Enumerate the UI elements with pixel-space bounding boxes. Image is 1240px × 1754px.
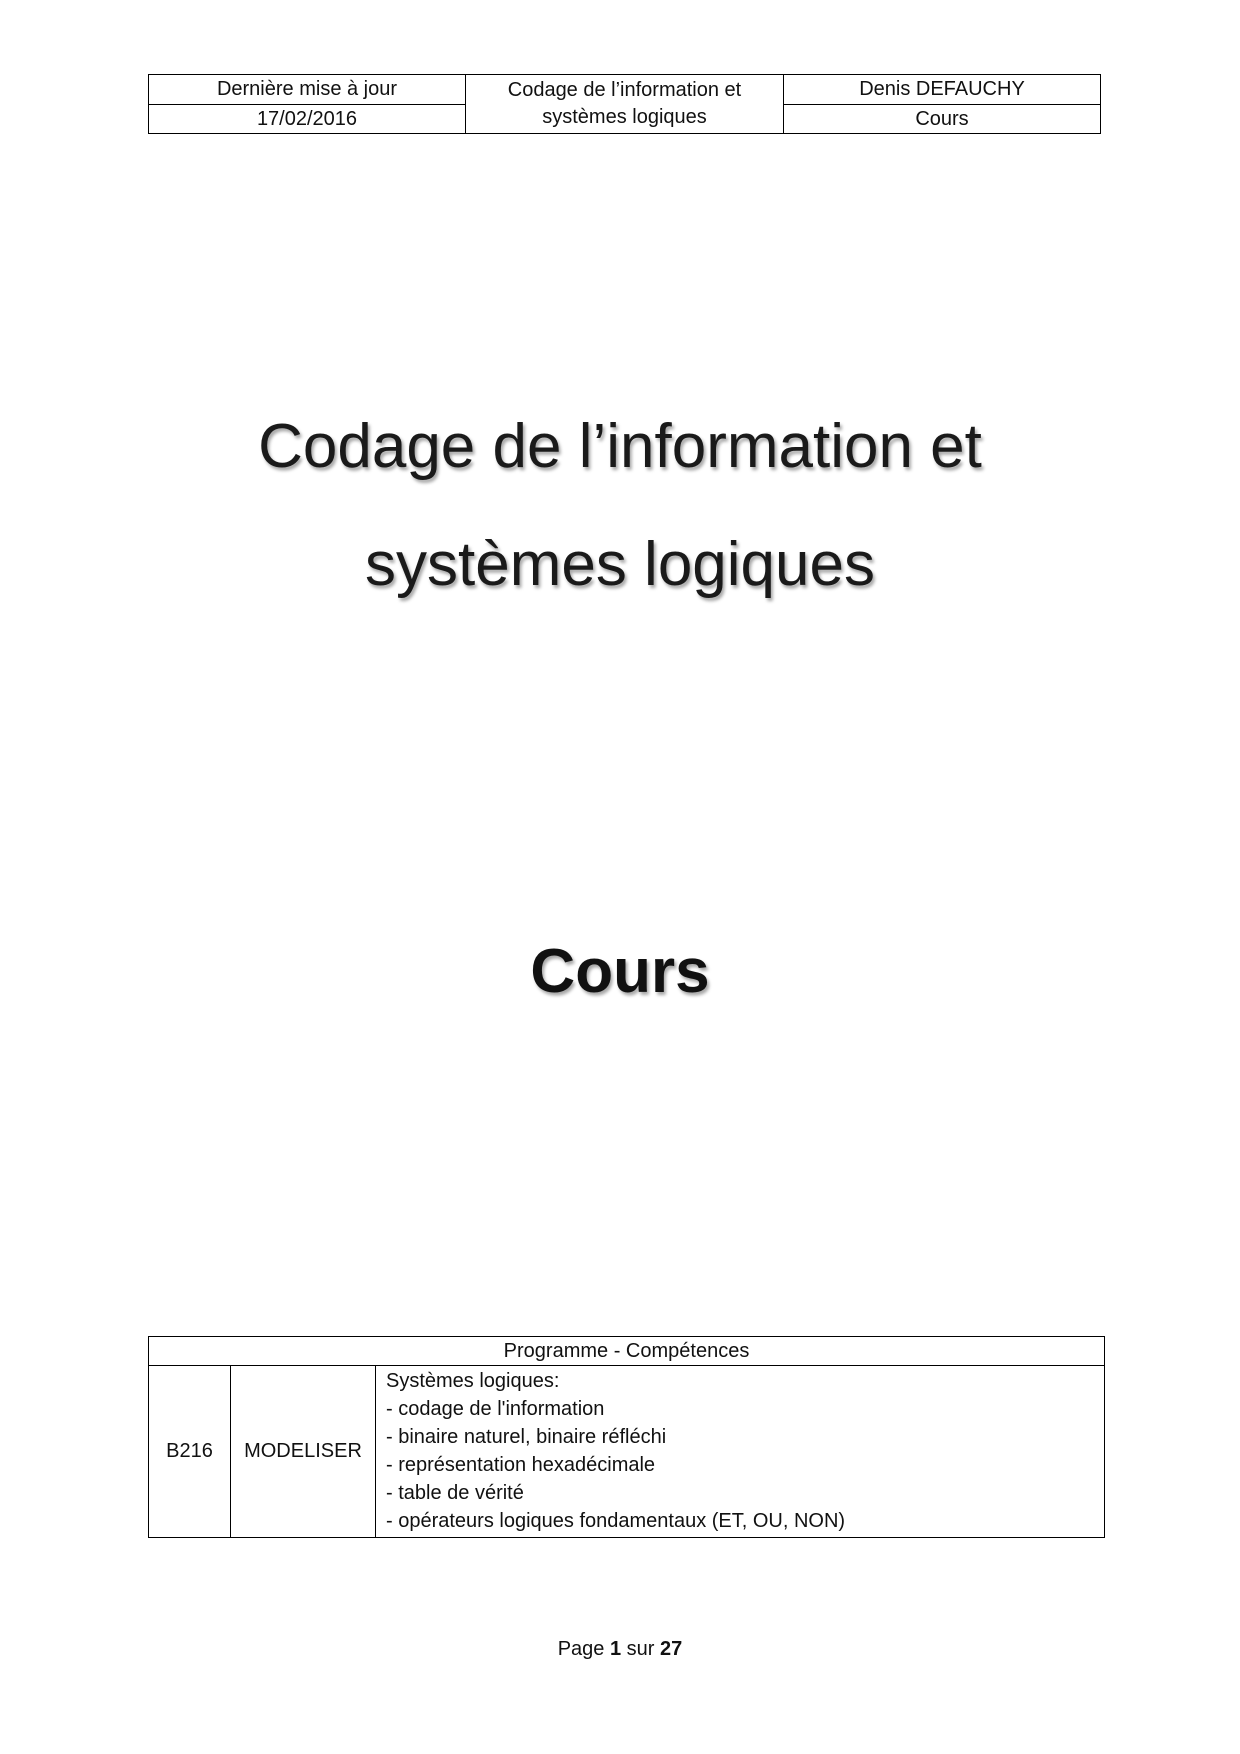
last-update-label: Dernière mise à jour: [149, 75, 466, 105]
header-table: [148, 74, 1101, 134]
page-title-line1: Codage de l’information et: [258, 412, 982, 481]
page-number: [0, 1636, 1240, 1662]
header-doc-title: [466, 75, 784, 134]
header-doc-title-line2: systèmes logiques: [542, 106, 707, 128]
programme-heading: Programme - Compétences: [149, 1337, 1105, 1366]
last-update-date: 17/02/2016: [149, 104, 466, 134]
page-title-line2: systèmes logiques: [364, 530, 876, 599]
programme-item: - représentation hexadécimale: [386, 1454, 656, 1476]
programme-item: - binaire naturel, binaire réfléchi: [386, 1426, 667, 1448]
programme-code: B216: [149, 1366, 231, 1538]
programme-item: - opérateurs logiques fondamentaux (ET, OU, NON): [386, 1510, 846, 1532]
page-total: 27: [660, 1638, 683, 1660]
page-of-label: sur: [626, 1638, 655, 1660]
programme-item: - codage de l'information: [386, 1398, 605, 1420]
header-author: Denis DEFAUCHY: [784, 75, 1101, 105]
page-label: Page: [557, 1638, 605, 1660]
page-subtitle: Cours: [530, 937, 710, 1006]
programme-item: Systèmes logiques:: [386, 1370, 560, 1392]
page-current: 1: [609, 1638, 622, 1660]
page-title: [120, 388, 1120, 624]
header-doc-title-line1: Codage de l’information et: [507, 79, 742, 101]
header-doc-type: Cours: [784, 104, 1101, 134]
programme-item: - table de vérité: [386, 1482, 524, 1504]
programme-table: [148, 1336, 1105, 1538]
programme-content: [376, 1366, 1105, 1538]
programme-skill: MODELISER: [231, 1366, 376, 1538]
